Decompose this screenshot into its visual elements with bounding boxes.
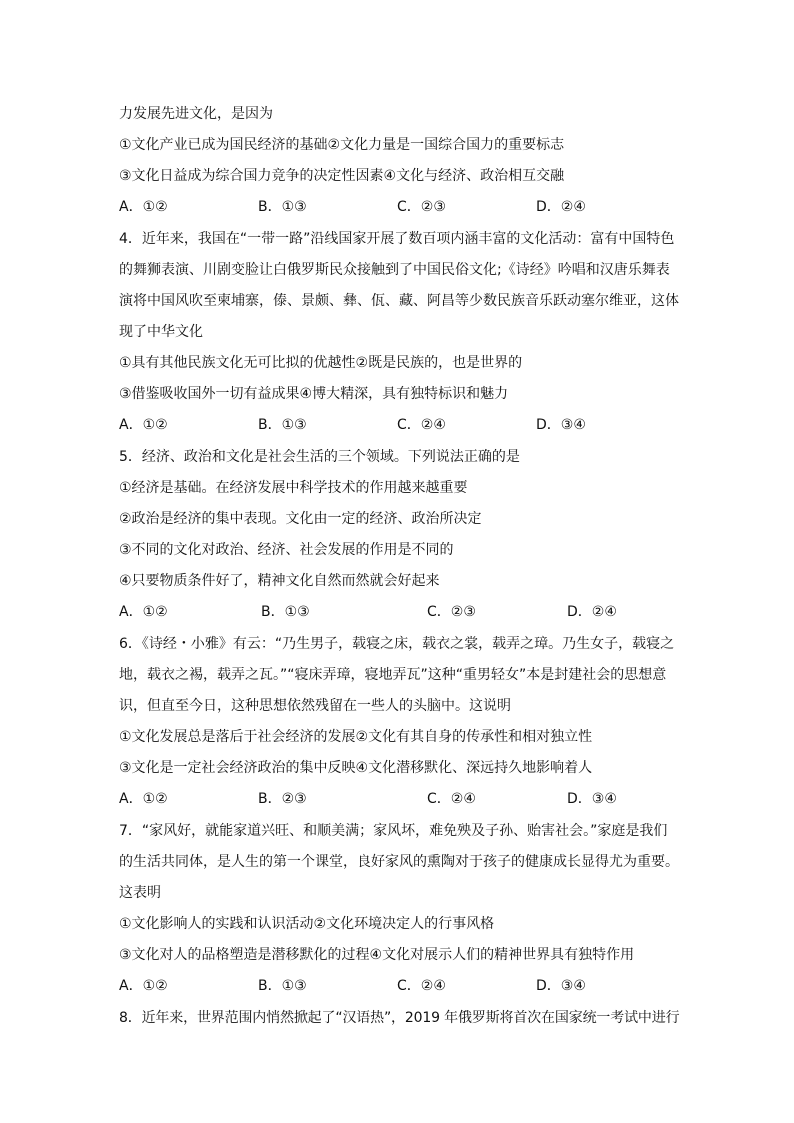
q7-statement-2: ③文化对人的品格塑造是潜移默化的过程④文化对展示人们的精神世界具有独特作用 <box>119 947 635 963</box>
q3-option-d: D．②④ <box>536 199 586 215</box>
q4-option-b: B．①③ <box>258 417 307 433</box>
q7-option-b: B．①③ <box>258 978 307 994</box>
q4-option-d: D．③④ <box>536 417 586 433</box>
q6-stem-line-1: 6．《诗经・小雅》有云：“乃生男子，载寝之床，载衣之裳，载弄之璋。乃生女子，载寝之 <box>119 636 675 652</box>
q5-statement-1: ①经济是基础。在经济发展中科学技术的作用越来越重要 <box>119 480 468 496</box>
q7-option-d: D．③④ <box>536 978 586 994</box>
q6-statement-1: ①文化发展总是落后于社会经济的发展②文化有其自身的传承性和相对独立性 <box>119 729 593 745</box>
q7-stem-line-3: 这表明 <box>119 885 161 901</box>
q5-statement-4: ④只要物质条件好了，精神文化自然而然就会好起来 <box>119 573 440 589</box>
q3-option-a: A．①② <box>119 199 168 215</box>
q6-stem-line-2: 地，载衣之裼，载弄之瓦。”“寝床弄璋，寝地弄瓦”这种“重男轻女”本是封建社会的思想意 <box>119 667 667 683</box>
q3-statement-2: ③文化日益成为综合国力竞争的决定性因素④文化与经济、政治相互交融 <box>119 168 565 184</box>
q8-stem-line-1: 8．近年来，世界范围内悄然掀起了“汉语热”，2019 年俄罗斯将首次在国家统一考试中进行 <box>119 1010 680 1026</box>
q4-option-c: C．②④ <box>397 417 446 433</box>
q6-stem-line-3: 识，但直至今日，这种思想依然残留在一些人的头脑中。这说明 <box>119 698 511 714</box>
q5-stem-line-1: 5．经济、政治和文化是社会生活的三个领域。下列说法正确的是 <box>119 449 520 465</box>
q4-stem-line-4: 现了中华文化 <box>119 324 203 340</box>
q5-statement-3: ③不同的文化对政治、经济、社会发展的作用是不同的 <box>119 542 454 558</box>
q5-option-c: C．②③ <box>427 604 476 620</box>
q4-stem-line-1: 4．近年来，我国在“一带一路”沿线国家开展了数百项内涵丰富的文化活动：富有中国特色 <box>119 231 675 247</box>
q4-option-a: A．①② <box>119 417 168 433</box>
q3-stem-tail: 力发展先进文化，是因为 <box>119 106 273 122</box>
q7-option-c: C．②④ <box>397 978 446 994</box>
q3-statement-1: ①文化产业已成为国民经济的基础②文化力量是一国综合国力的重要标志 <box>119 137 565 153</box>
q7-stem-line-2: 的生活共同体，是人生的第一个课堂，良好家风的熏陶对于孩子的健康成长显得尤为重要。 <box>119 854 679 870</box>
q5-option-a: A．①② <box>119 604 168 620</box>
q7-stem-line-1: 7．“家风好，就能家道兴旺、和顺美满；家风坏，难免殃及子孙、贻害社会。”家庭是我们 <box>119 823 668 839</box>
q6-statement-2: ③文化是一定社会经济政治的集中反映④文化潜移默化、深远持久地影响着人 <box>119 760 593 776</box>
q4-statement-1: ①具有其他民族文化无可比拟的优越性②既是民族的，也是世界的 <box>119 355 523 371</box>
q5-option-d: D．②④ <box>567 604 617 620</box>
q5-option-b: B．①③ <box>261 604 310 620</box>
q3-option-c: C．②③ <box>397 199 446 215</box>
q6-option-b: B．②③ <box>258 791 307 807</box>
q4-stem-line-3: 演将中国风吹至柬埔寨，傣、景颇、彝、佤、藏、阿昌等少数民族音乐跃动塞尔维亚，这体 <box>119 293 679 309</box>
q6-option-a: A．①② <box>119 791 168 807</box>
q3-option-b: B．①③ <box>258 199 307 215</box>
q5-statement-2: ②政治是经济的集中表现。文化由一定的经济、政治所决定 <box>119 511 482 527</box>
q6-option-d: D．③④ <box>567 791 617 807</box>
q4-stem-line-2: 的舞狮表演、川剧变脸让白俄罗斯民众接触到了中国民俗文化;《诗经》吟唱和汉唐乐舞表 <box>119 262 670 278</box>
q7-option-a: A．①② <box>119 978 168 994</box>
q6-option-c: C．②④ <box>427 791 476 807</box>
q4-statement-2: ③借鉴吸收国外一切有益成果④博大精深，具有独特标识和魅力 <box>119 386 509 402</box>
q7-statement-1: ①文化影响人的实践和认识活动②文化环境决定人的行事风格 <box>119 916 495 932</box>
